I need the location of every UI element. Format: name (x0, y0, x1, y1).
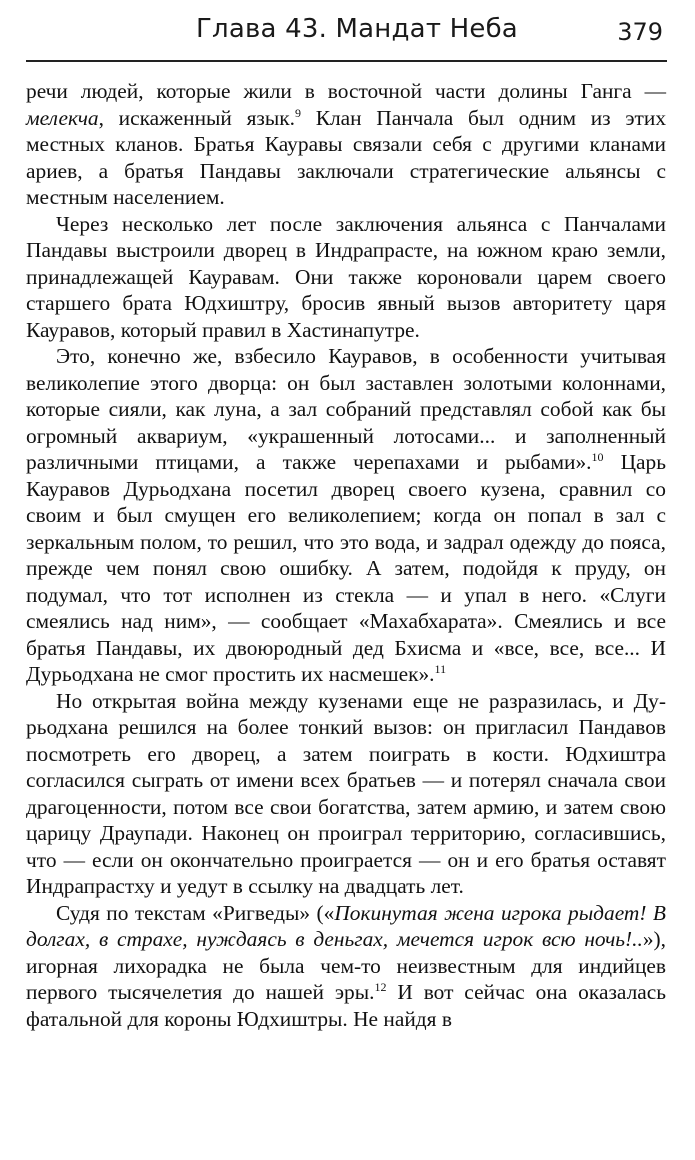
header-rule (26, 60, 667, 62)
text-run: , искаженный язык. (98, 105, 295, 130)
paragraph (26, 343, 666, 688)
paragraph (26, 78, 666, 211)
page-number: 379 (617, 18, 663, 46)
footnote-ref: 12 (374, 979, 387, 994)
paragraph (26, 211, 666, 344)
italic-text: Покинутая жена игрока рыдает! В долгах, в страхе, нуждаясь в деньгах, мечется игрок всю ночь!.. (26, 900, 666, 951)
text-run: Судя по текстам «Ригведы» (« (56, 900, 335, 925)
paragraph (26, 688, 666, 900)
text-run: Но открытая война между кузенами еще не разразилась, и Дурьодхана решился на более тонкий вызов: он пригласил Пандавов посмотреть его дворец, а затем поиграть в кости. Юдхиштра согласился сыграть от имени всех братьев — и потерял сначала свои драгоценности, потом все свои богатства, затем армию, и затем свою царицу Драупади. Наконец он проиграл территорию, согласившись, что — если он окончательно проиграется — он и его братья оставят Индрапрастху и уедут в ссылку на двадцать лет. (26, 688, 666, 898)
text-run: Царь Кауравов Дурьодхана посетил дворец своего кузена, сравнил со своим и был смущен его великолепием; когда он попал в зал с зеркальным полом, то решил, что это вода, и задрал одежду до пояса, прежде чем понял свою ошибку. А затем, подойдя к пруду, он подумал, что тот исполнен из стекла — и упал в него. «Слуги смеялись над ним», — сообщает «Махабхарата». Смеялись и все братья Пандавы, их двоюродный дед Бхисма и «все, все, все... И Дурьодхана не смог простить их насмешек». (26, 450, 666, 686)
text-run: Через несколько лет после заключения альянса с Панчалами Пандавы выстроили дворец в Индрапрасте, на южном краю земли, принадлежащей Кауравам. Они также короновали царем своего старшего брата Юдхиштру, бросив явный вызов авторитету царя Кауравов, который правил в Хастинапутре. (26, 211, 666, 342)
running-header (0, 0, 695, 66)
chapter-title: Глава 43. Мандат Неба (196, 14, 518, 44)
footnote-ref: 9 (294, 105, 301, 120)
text-run: И вот сейчас она оказалась фатальной для короны Юдхиштры. Не найдя в (26, 980, 666, 1031)
footnote-ref: 10 (591, 449, 604, 464)
paragraph (26, 900, 666, 1033)
footnote-ref: 11 (434, 661, 447, 676)
text-run: Клан Панчала был одним из этих местных кланов. Братья Кауравы связали себя с другими кланами ариев, а братья Пандавы заключали стратегические альянсы с местным населением. (26, 105, 667, 209)
body-text (26, 78, 666, 1032)
text-run: »), игорная лихорадка не была чем-то неизвестным для индийцев первого тысячелетия до нашей эры. (26, 927, 666, 1004)
italic-text: мелекча (26, 105, 99, 130)
text-run: Это, конечно же, взбесило Кауравов, в особенности учитывая великолепие этого дворца: он был заставлен золотыми колоннами, которые сияли, как луна, а зал собраний представлял собой как бы огромный аквариум, «украшенный лотосами... и заполненный различными птицами, а также черепахами и рыбами». (26, 344, 666, 474)
text-run: речи людей, которые жили в восточной части долины Ганга — (26, 79, 666, 103)
